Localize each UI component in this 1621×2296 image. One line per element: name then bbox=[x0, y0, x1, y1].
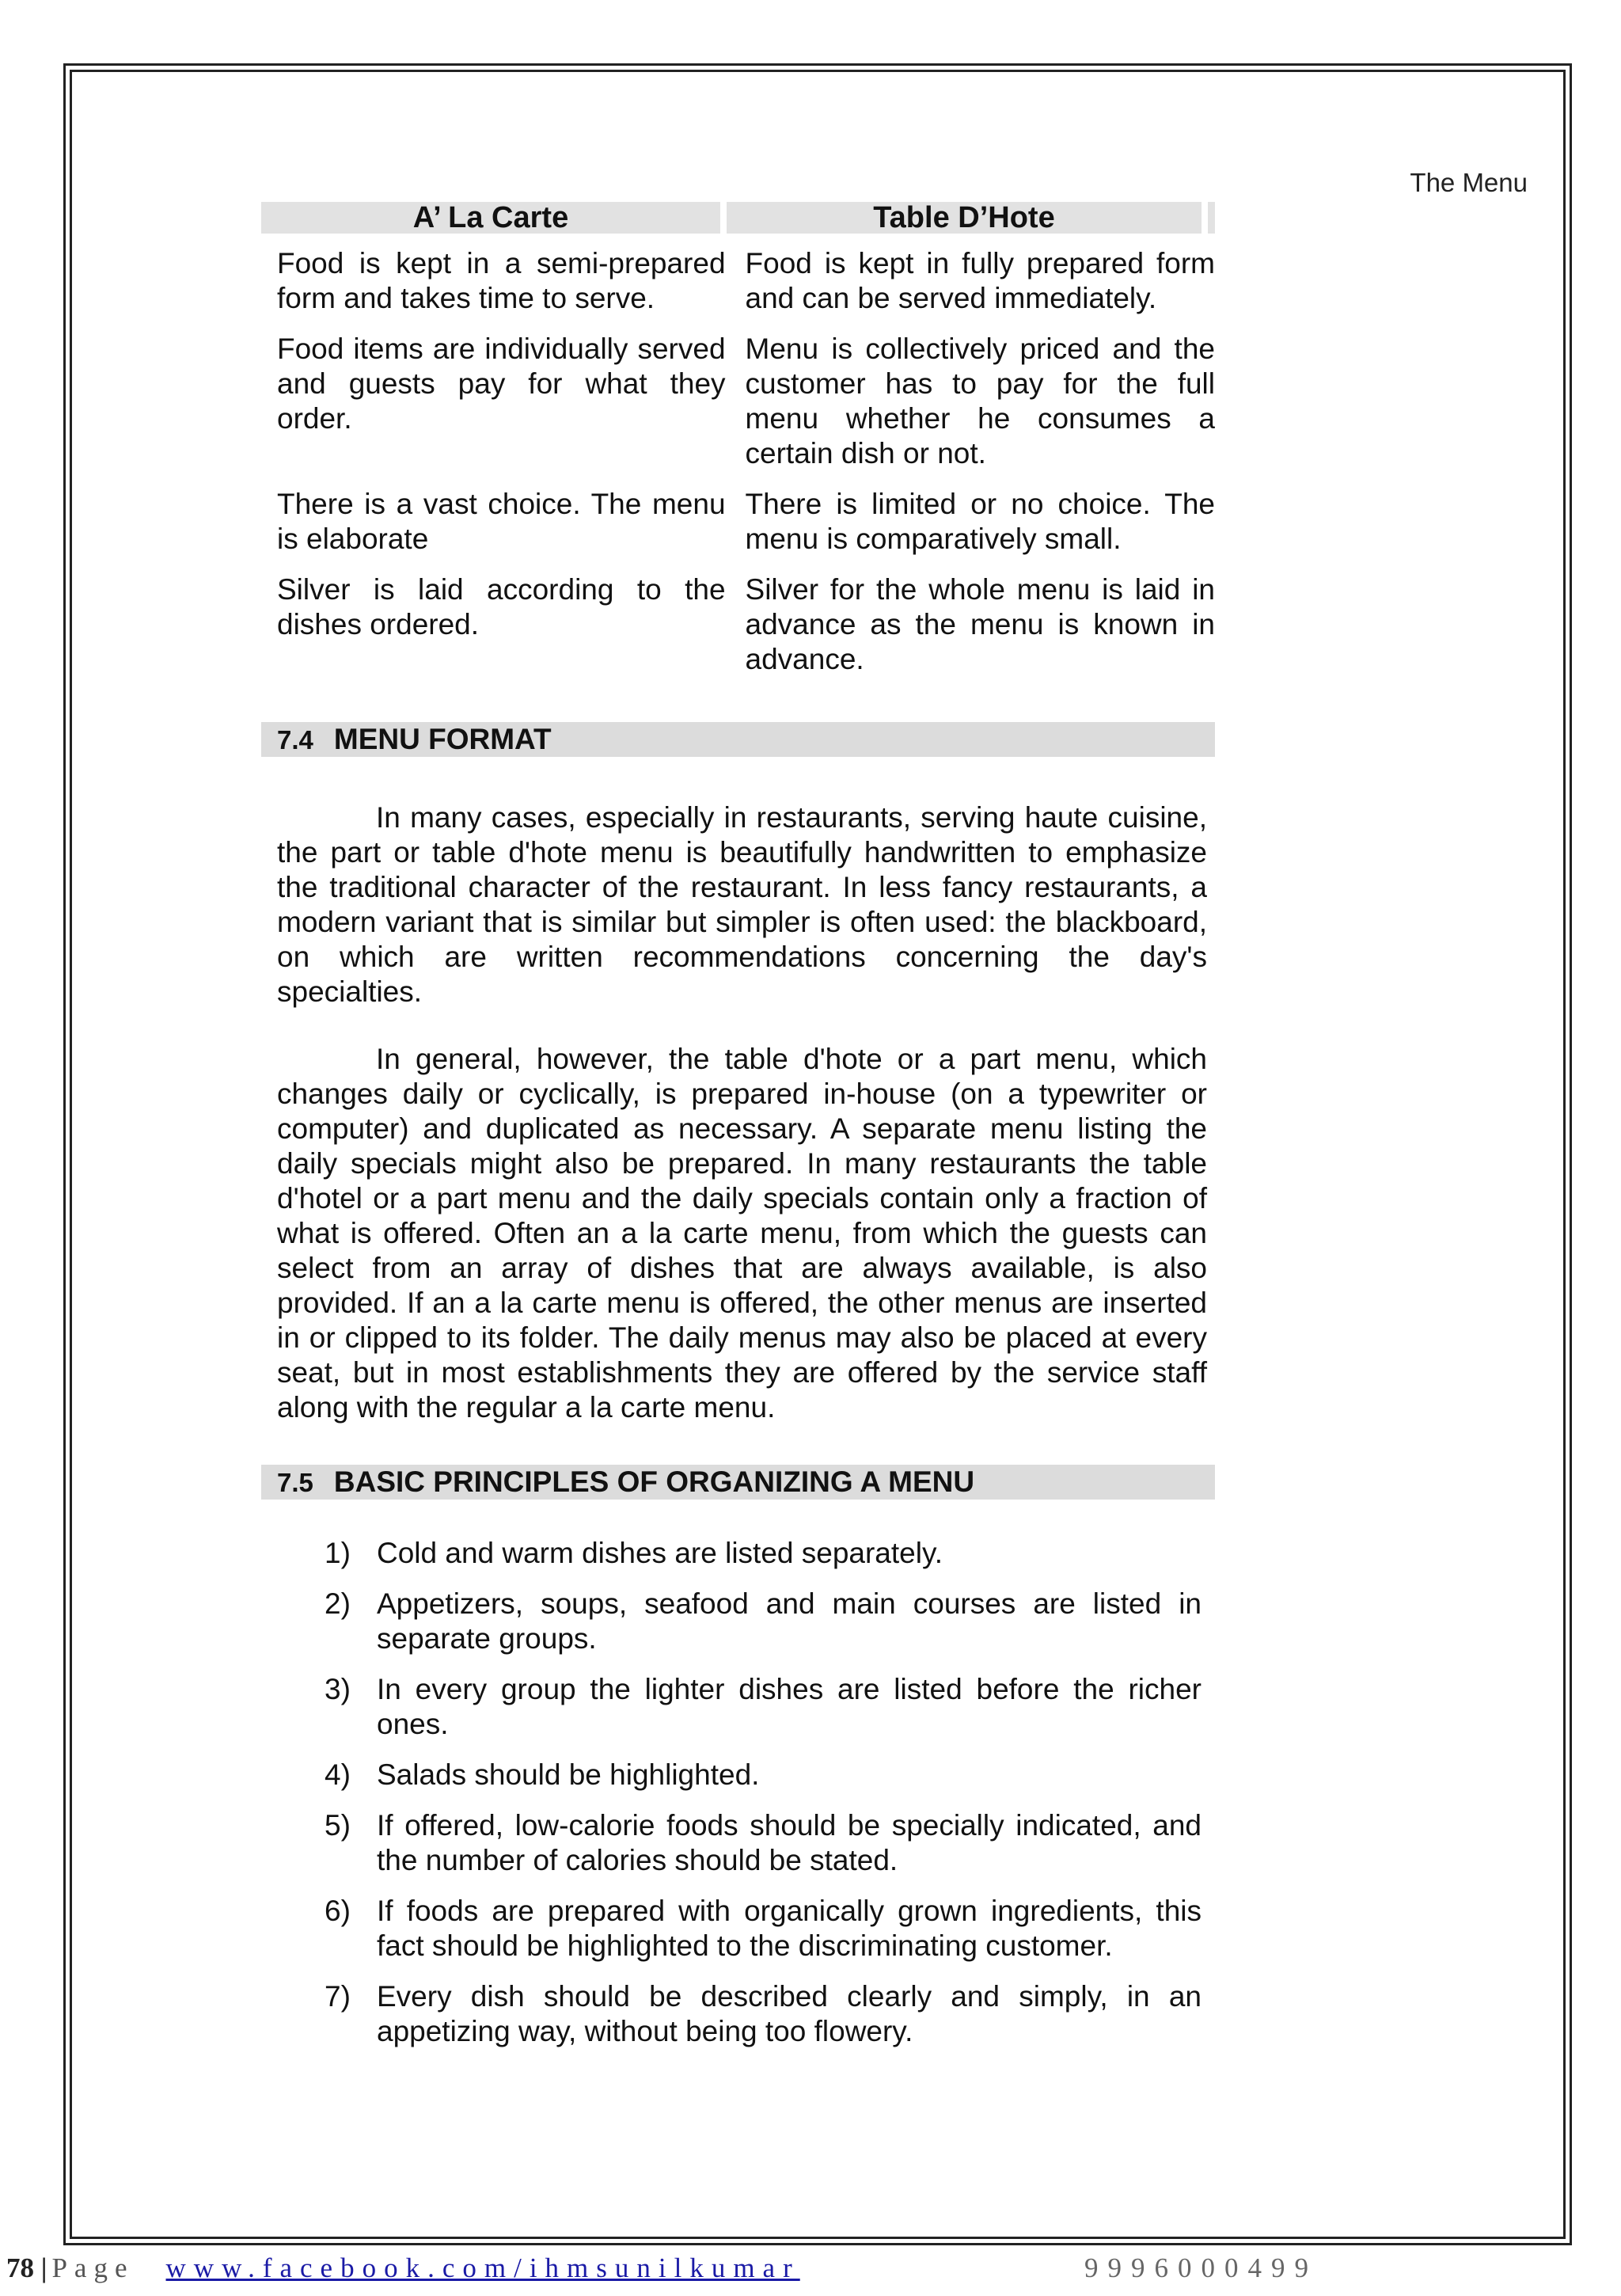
list-text: Salads should be highlighted. bbox=[377, 1758, 760, 1791]
list-text: Cold and warm dishes are listed separately. bbox=[377, 1537, 943, 1569]
page-label: Page bbox=[51, 2252, 135, 2283]
paragraph-text: In general, however, the table d'hote or a part menu, which changes daily or cyclically, is prepared in-house (on a typewriter or computer) and duplicated as necessary. A separate menu listing the daily specials might also be prepared. In many restaurants the table d'hotel or a part menu and the daily specials contain only a fraction of what is offered. Often an a la carte menu, from which the guests can select from an array of dishes that are always available, is also provided. If an a la carte menu is offered, the other menus are inserted in or clipped to its folder. The daily menus may also be placed at every seat, but in most establishments they are offered by the service staff along with the regular a la carte menu. bbox=[277, 1043, 1207, 1424]
list-item bbox=[325, 1587, 1202, 1656]
list-text: Every dish should be described clearly and simply, in an appetizing way, without being too flowery. bbox=[377, 1980, 1202, 2047]
section-number: 7.4 bbox=[277, 725, 313, 755]
table-row bbox=[261, 487, 1215, 557]
list-text: If foods are prepared with organically grown ingredients, this fact should be highlighted to the discriminating customer. bbox=[377, 1895, 1202, 1962]
table-row bbox=[261, 332, 1215, 471]
list-number: 5) bbox=[325, 1809, 351, 1842]
list-text: If offered, low-calorie foods should be specially indicated, and the number of calories should be stated. bbox=[377, 1809, 1202, 1876]
section-heading-basic-principles bbox=[261, 1465, 1215, 1500]
list-item bbox=[325, 1979, 1202, 2049]
table-row bbox=[261, 572, 1215, 677]
list-number: 6) bbox=[325, 1895, 351, 1927]
col-header-a-la-carte: A’ La Carte bbox=[261, 202, 720, 234]
section-title: BASIC PRINCIPLES OF ORGANIZING A MENU bbox=[333, 1465, 975, 1498]
principles-list bbox=[325, 1536, 1202, 2065]
table-cell: There is limited or no choice. The menu is comparatively small. bbox=[745, 488, 1215, 555]
list-text: Appetizers, soups, seafood and main courses are listed in separate groups. bbox=[377, 1587, 1202, 1655]
list-number: 2) bbox=[325, 1587, 351, 1620]
table-header-row bbox=[261, 202, 1215, 237]
table-cell: Silver is laid according to the dishes ordered. bbox=[277, 573, 726, 641]
comparison-table bbox=[261, 202, 1215, 677]
table-cell: Food is kept in a semi-prepared form and takes time to serve. bbox=[277, 247, 726, 314]
list-item bbox=[325, 1894, 1202, 1963]
table-row bbox=[261, 246, 1215, 316]
list-number: 7) bbox=[325, 1980, 351, 2013]
paragraph bbox=[277, 1042, 1207, 1425]
page-number: 78 | bbox=[6, 2252, 47, 2283]
list-number: 4) bbox=[325, 1758, 351, 1791]
list-item bbox=[325, 1536, 1202, 1571]
list-number: 3) bbox=[325, 1673, 351, 1705]
header-stub bbox=[1208, 202, 1215, 234]
phone-number: 9996000499 bbox=[1084, 2252, 1318, 2283]
table-cell: Menu is collectively priced and the customer has to pay for the full menu whether he consumes a certain dish or not. bbox=[745, 333, 1215, 469]
section-number: 7.5 bbox=[277, 1468, 313, 1497]
list-number: 1) bbox=[325, 1537, 351, 1569]
list-item bbox=[325, 1758, 1202, 1792]
list-item bbox=[325, 1808, 1202, 1878]
table-cell: There is a vast choice. The menu is elaborate bbox=[277, 488, 726, 555]
section-heading-menu-format bbox=[261, 722, 1215, 757]
table-cell: Silver for the whole menu is laid in advance as the menu is known in advance. bbox=[745, 573, 1215, 675]
table-cell: Food items are individually served and guests pay for what they order. bbox=[277, 333, 726, 435]
section-title: MENU FORMAT bbox=[333, 723, 552, 755]
paragraph-text: In many cases, especially in restaurants, serving haute cuisine, the part or table d'hote menu is beautifully handwritten to emphasize the traditional character of the restaurant. In less fancy restaurants, a modern variant that is similar but simpler is often used: the blackboard, on which are written recommendations concerning the day's specialties. bbox=[277, 801, 1207, 1008]
facebook-link[interactable]: www.facebook.com/ihmsunilkumar bbox=[165, 2252, 800, 2283]
running-title: The Menu bbox=[1410, 168, 1528, 197]
col-header-table-dhote: Table D’Hote bbox=[727, 202, 1202, 234]
paragraph bbox=[277, 800, 1207, 1009]
page-footer bbox=[6, 2252, 1318, 2284]
list-item bbox=[325, 1672, 1202, 1742]
list-text: In every group the lighter dishes are listed before the richer ones. bbox=[377, 1673, 1202, 1740]
table-cell: Food is kept in fully prepared form and can be served immediately. bbox=[745, 247, 1215, 314]
